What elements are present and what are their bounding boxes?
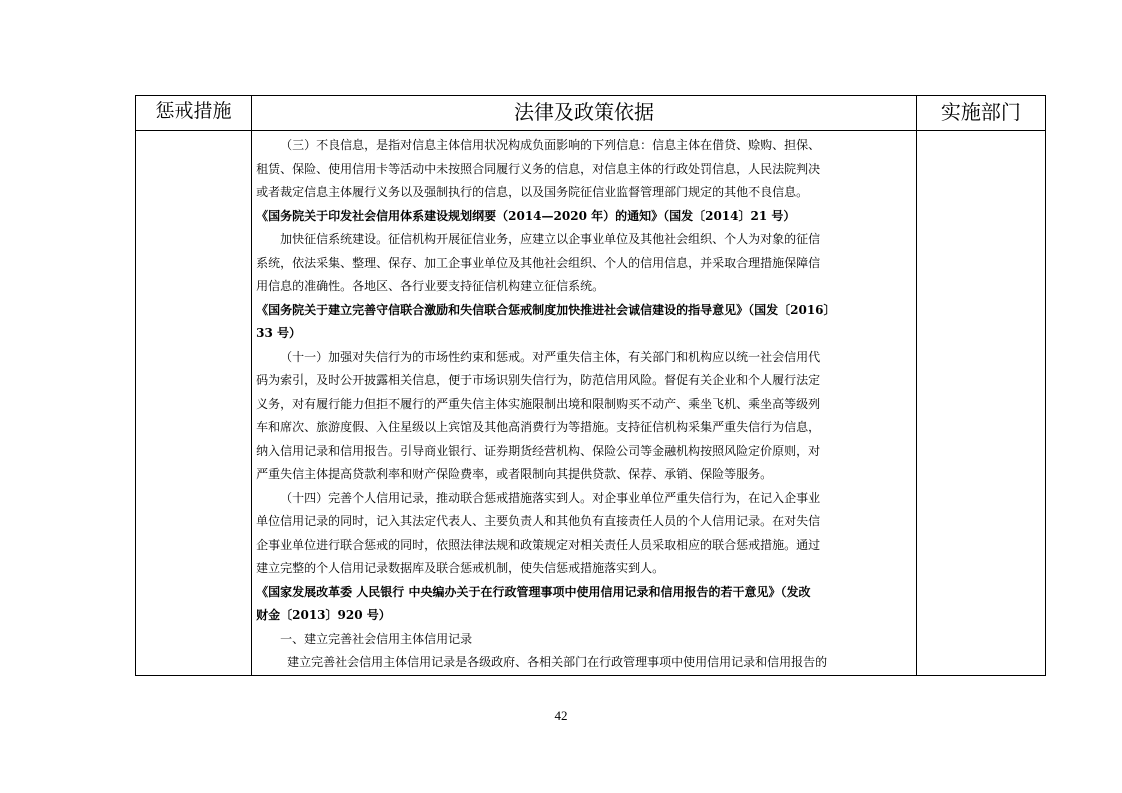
- header-row: [136, 96, 1046, 131]
- text-line: 车和席次、旅游度假、入住星级以上宾馆及其他高消费行为等措施。支持征信机构采集严重失信行为信息，: [256, 420, 821, 434]
- basis-text: [252, 131, 916, 675]
- header-basis: 法律及政策依据: [252, 96, 917, 131]
- policy-title: 《国务院关于建立完善守信联合激励和失信联合惩戒制度加快推进社会诚信建设的指导意见》（国发〔2016〕: [256, 302, 836, 317]
- header-dept: 实施部门: [916, 96, 1045, 131]
- policy-title: 《国家发展改革委 人民银行 中央编办关于在行政管理事项中使用信用记录和信用报告的若干意见》（发改: [256, 584, 811, 599]
- text-line: 建立完整的个人信用记录数据库及联合惩戒机制，使失信惩戒措施落实到人。: [256, 561, 665, 575]
- measure-cell: [136, 131, 252, 676]
- text-line: 单位信用记录的同时，记入其法定代表人、主要负责人和其他负有直接责任人员的个人信用记录。在对失信: [256, 514, 821, 528]
- text-line: 严重失信主体提高贷款利率和财产保险费率，或者限制向其提供贷款、保荐、承销、保险等服务。: [256, 467, 773, 481]
- text-line: （十四）完善个人信用记录，推动联合惩戒措施落实到人。对企事业单位严重失信行为，在记入企事业: [280, 490, 821, 505]
- text-line: 义务，对有履行能力但拒不履行的严重失信主体实施限制出境和限制购买不动产、乘坐飞机、乘坐高等级列: [256, 396, 821, 411]
- policy-table: [135, 95, 1046, 676]
- text-line: 建立完善社会信用主体信用记录是各级政府、各相关部门在行政管理事项中使用信用记录和信用报告的: [287, 655, 828, 669]
- text-line: 用信息的准确性。各地区、各行业要支持征信机构建立征信系统。: [256, 279, 605, 293]
- text-line: 码为索引，及时公开披露相关信息，便于市场识别失信行为，防范信用风险。督促有关企业和个人履行法定: [256, 373, 821, 387]
- text-line: 加快征信系统建设。征信机构开展征信业务，应建立以企事业单位及其他社会组织、个人为对象的征信: [280, 232, 821, 246]
- table-row: [136, 131, 1046, 676]
- header-measure: 惩戒措施: [136, 96, 252, 131]
- page-number: 42: [554, 708, 568, 723]
- text-line: 企事业单位进行联合惩戒的同时，依照法律法规和政策规定对相关责任人员采取相应的联合惩戒措施。通过: [256, 537, 821, 552]
- policy-title: 33 号）: [256, 326, 302, 340]
- text-line: 纳入信用记录和信用报告。引导商业银行、证券期货经营机构、保险公司等金融机构按照风险定价原则，对: [256, 443, 821, 458]
- text-line: 系统，依法采集、整理、保存、加工企事业单位及其他社会组织、个人的信用信息，并采取合理措施保障信: [256, 255, 821, 270]
- basis-cell: [252, 131, 917, 676]
- section-heading: 一、建立完善社会信用主体信用记录: [280, 631, 473, 646]
- policy-title: 财金〔2013〕920 号）: [256, 608, 391, 622]
- text-line: （十一）加强对失信行为的市场性约束和惩戒。对严重失信主体，有关部门和机构应以统一社会信用代: [280, 349, 821, 364]
- dept-cell: [916, 131, 1045, 676]
- text-line: 租赁、保险、使用信用卡等活动中未按照合同履行义务的信息，对信息主体的行政处罚信息，人民法院判决: [256, 161, 821, 176]
- policy-title: 《国务院关于印发社会信用体系建设规划纲要（2014—2020 年）的通知》（国发〔2014〕21 号）: [256, 208, 796, 223]
- text-line: 或者裁定信息主体履行义务以及强制执行的信息，以及国务院征信业监督管理部门规定的其他不良信息。: [256, 185, 809, 199]
- text-line: （三）不良信息，是指对信息主体信用状况构成负面影响的下列信息：信息主体在借贷、赊购、担保、: [280, 138, 821, 152]
